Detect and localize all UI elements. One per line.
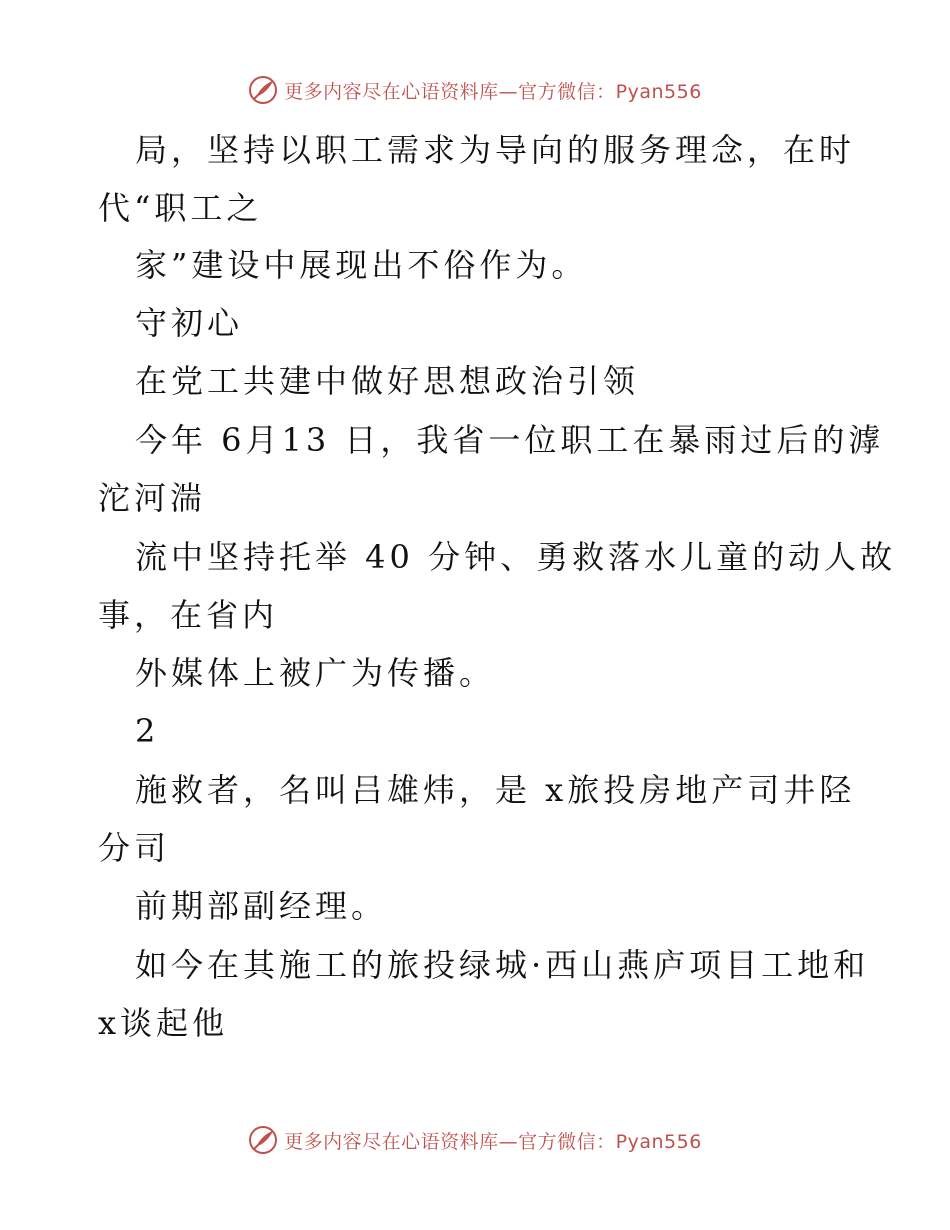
text-line: 事，在省内 <box>98 596 279 634</box>
feather-pen-logo-icon <box>248 75 278 105</box>
header-watermark <box>0 70 950 110</box>
feather-pen-logo-icon <box>248 1125 278 1155</box>
text-line: 在党工共建中做好思想政治引领 <box>135 362 640 400</box>
text-line: 局，坚持以职工需求为导向的服务理念，在时 <box>135 131 856 169</box>
text-line: 沱河湍 <box>98 479 207 517</box>
watermark-text: 更多内容尽在心语资料库—官方微信：Pyan556 <box>284 1130 702 1153</box>
text-line: 前期部副经理。 <box>135 887 388 925</box>
text-line: 家”建设中展现出不俗作为。 <box>135 246 588 284</box>
text-line: 今年 6月13 日，我省一位职工在暴雨过后的滹 <box>135 421 885 459</box>
text-line: x谈起他 <box>98 1004 229 1042</box>
text-line: 分司 <box>98 829 171 867</box>
text-line: 代“职工之 <box>98 189 263 227</box>
text-line: 外媒体上被广为传播。 <box>135 654 496 692</box>
text-line: 施救者，名叫吕雄炜，是 x旅投房地产司井陉 <box>135 771 856 809</box>
page-number-text: 2 <box>135 712 160 750</box>
watermark-text: 更多内容尽在心语资料库—官方微信：Pyan556 <box>284 80 702 103</box>
text-line: 如今在其施工的旅投绿城·西山燕庐项目工地和 <box>135 946 870 984</box>
footer-watermark <box>0 1120 950 1160</box>
text-line: 流中坚持托举 40 分钟、勇救落水儿童的动人故 <box>135 538 897 576</box>
text-line: 守初心 <box>135 304 244 342</box>
